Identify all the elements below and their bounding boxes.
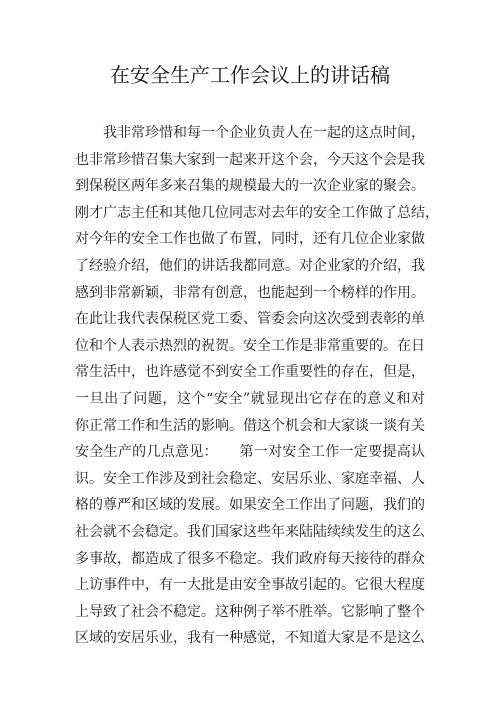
body-line: 感到非常新颖，非常有创意，也能起到一个榜样的作用。 xyxy=(75,284,425,301)
body-line: 位和个人表示热烈的祝贺。安全工作是非常重要的。在日 xyxy=(75,337,425,354)
document-title: 在安全生产工作会议上的讲话稿 xyxy=(110,63,390,87)
body-line: 识。安全工作涉及到社会稳定、安居乐业、家庭幸福、人 xyxy=(75,470,425,487)
body-line: 也非常珍惜召集大家到一起来开这个会，今天这个会是我 xyxy=(75,151,425,168)
body-line: 社会就不会稳定。我们国家这些年来陆陆续续发生的这么 xyxy=(75,523,425,540)
body-line: 刚才广志主任和其他几位同志对去年的安全工作做了总结， xyxy=(75,204,439,221)
body-line: 格的尊严和区域的发展。如果安全工作出了问题，我们的 xyxy=(75,497,425,514)
body-line: 对今年的安全工作也做了布置，同时，还有几位企业家做 xyxy=(75,231,425,248)
body-line: 在此让我代表保税区党工委、管委会向这次受到表彰的单 xyxy=(75,311,425,328)
document-body xyxy=(75,120,439,652)
body-line: 上访事件中，有一大批是由安全事故引起的。它很大程度 xyxy=(75,577,425,594)
body-line: 了经验介绍，他们的讲话我都同意。对企业家的介绍，我 xyxy=(75,257,425,274)
body-line: 一旦出了问题，这个“安全”就显现出它存在的意义和对 xyxy=(75,390,425,407)
body-line: 我非常珍惜和每一个企业负责人在一起的这点时间， xyxy=(103,125,425,141)
body-line: 区域的安居乐业，我有一种感觉，不知道大家是不是这么 xyxy=(75,630,425,647)
body-line: 常生活中，也许感觉不到安全工作重要性的存在，但是， xyxy=(75,364,425,381)
body-line: 上导致了社会不稳定。这种例子举不胜举。它影响了整个 xyxy=(75,603,425,620)
body-line: 多事故，都造成了很多不稳定。我们政府每天接待的群众 xyxy=(75,550,425,567)
body-line: 安全生产的几点意见： 第一对安全工作一定要提高认 xyxy=(75,444,425,461)
body-line: 你正常工作和生活的影响。借这个机会和大家谈一谈有关 xyxy=(75,417,425,434)
body-line: 到保税区两年多来召集的规模最大的一次企业家的聚会。 xyxy=(75,178,425,195)
